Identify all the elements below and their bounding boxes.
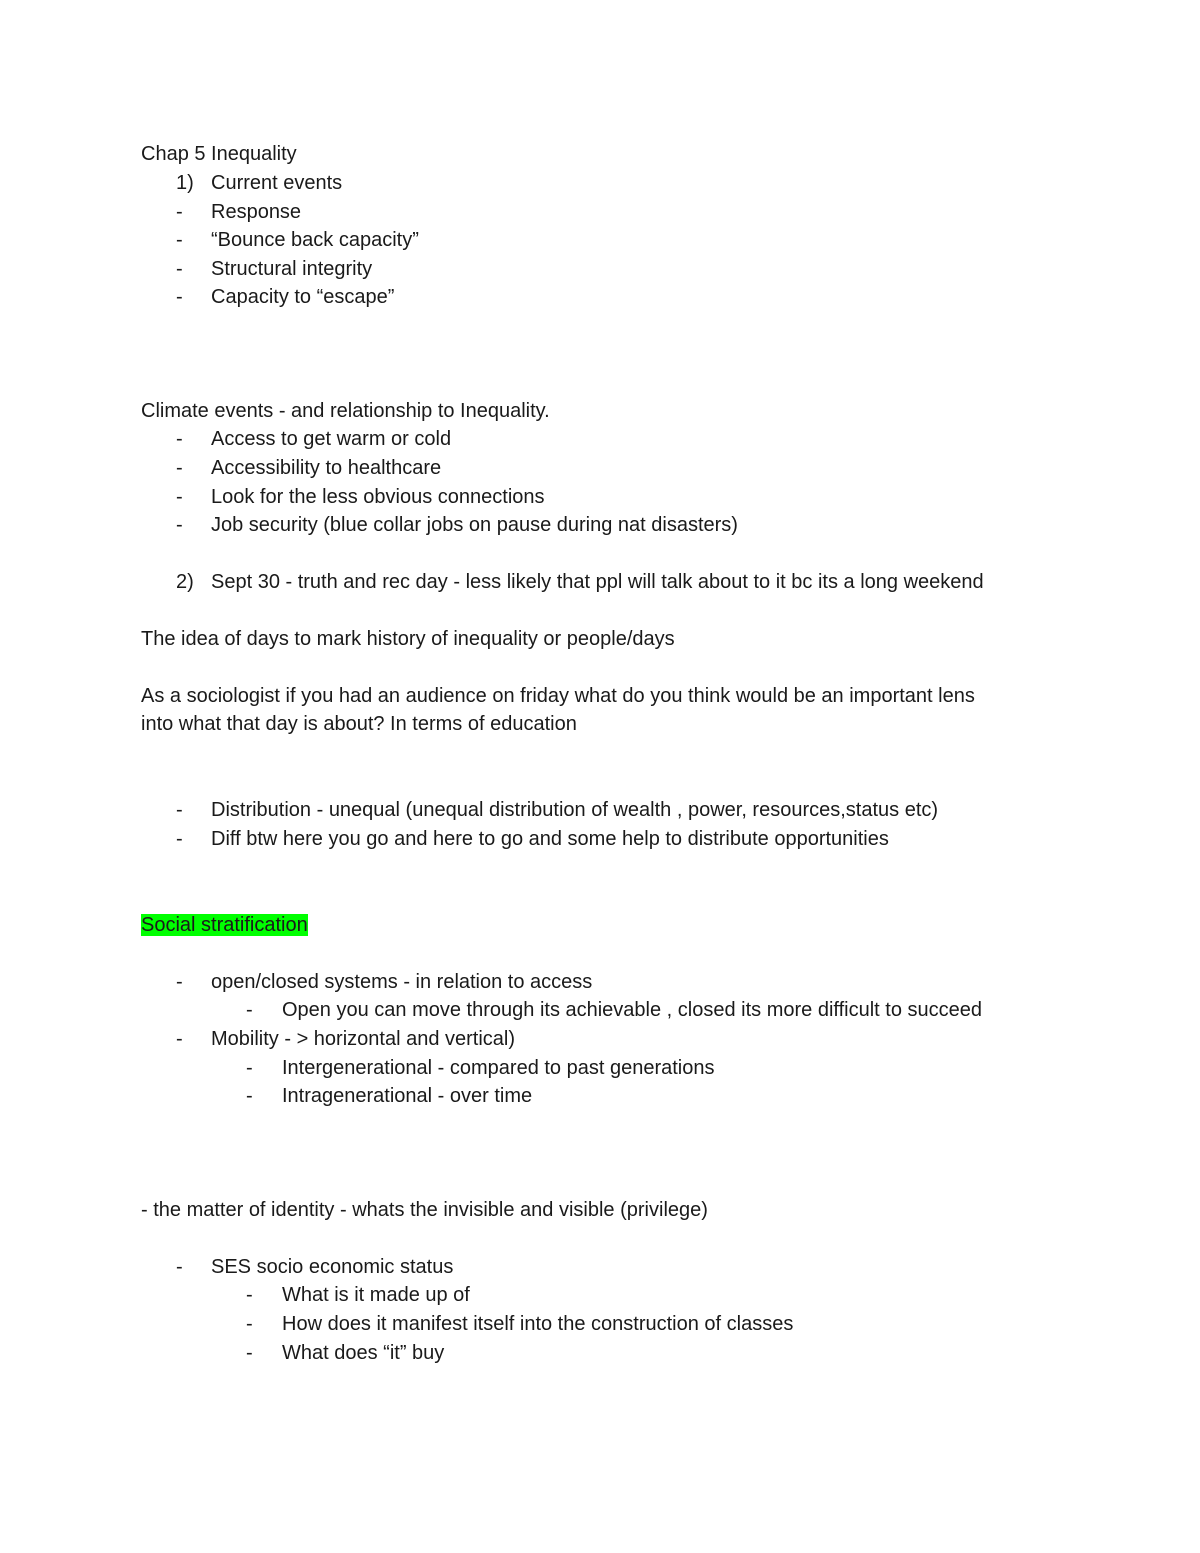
stratification-heading	[141, 911, 308, 939]
bullet-dash: -	[176, 258, 183, 280]
bullet-dash: -	[176, 229, 183, 251]
bullet-dash: -	[176, 971, 183, 993]
document-title: Chap 5 Inequality	[141, 143, 297, 165]
list-item: “Bounce back capacity”	[211, 229, 419, 251]
sub-bullet-dash: -	[246, 1284, 253, 1306]
sub-list-item: Open you can move through its achievable , closed its more difficult to succeed	[282, 999, 983, 1021]
list-item: Structural integrity	[211, 258, 373, 280]
bullet-dash: -	[176, 1256, 183, 1278]
list-item: Diff btw here you go and here to go and some help to distribute opportunities	[211, 828, 889, 850]
sub-list-item: How does it manifest itself into the construction of classes	[282, 1313, 794, 1335]
bullet-dash: -	[176, 201, 183, 223]
list-item: Mobility - > horizontal and vertical)	[211, 1028, 516, 1050]
bullet-dash: -	[176, 514, 183, 536]
list-item: Job security (blue collar jobs on pause during nat disasters)	[211, 514, 738, 536]
sub-bullet-dash: -	[246, 1085, 253, 1107]
list-marker-1: 1)	[176, 172, 194, 194]
sub-bullet-dash: -	[246, 999, 253, 1021]
sub-bullet-dash: -	[246, 1313, 253, 1335]
sub-list-item: Intergenerational - compared to past generations	[282, 1057, 715, 1079]
list-item: open/closed systems - in relation to access	[211, 971, 593, 993]
section2-text: Sept 30 - truth and rec day - less likely that ppl will talk about to it bc its a long weekend	[211, 571, 984, 593]
sub-bullet-dash: -	[246, 1342, 253, 1364]
sub-list-item: What is it made up of	[282, 1284, 470, 1306]
sub-list-item: Intragenerational - over time	[282, 1085, 533, 1107]
identity-line: - the matter of identity - whats the invisible and visible (privilege)	[141, 1199, 708, 1221]
climate-heading: Climate events - and relationship to Inequality.	[141, 400, 550, 422]
sociologist-paragraph-line2: into what that day is about? In terms of education	[141, 713, 577, 735]
list-item: Accessibility to healthcare	[211, 457, 442, 479]
list-item: Response	[211, 201, 302, 223]
sub-list-item: What does “it” buy	[282, 1342, 445, 1364]
list-marker-2: 2)	[176, 571, 194, 593]
bullet-dash: -	[176, 486, 183, 508]
section1-heading: Current events	[211, 172, 343, 194]
sociologist-paragraph-line1: As a sociologist if you had an audience on friday what do you think would be an important lens	[141, 685, 975, 707]
bullet-dash: -	[176, 286, 183, 308]
list-item: Capacity to “escape”	[211, 286, 395, 308]
list-item: Look for the less obvious connections	[211, 486, 545, 508]
idea-paragraph: The idea of days to mark history of inequality or people/days	[141, 628, 675, 650]
highlighted-text: Social stratification	[141, 914, 308, 936]
list-item: Distribution - unequal (unequal distribution of wealth , power, resources,status etc)	[211, 799, 939, 821]
bullet-dash: -	[176, 1028, 183, 1050]
list-item: Access to get warm or cold	[211, 428, 452, 450]
bullet-dash: -	[176, 457, 183, 479]
list-item: SES socio economic status	[211, 1256, 454, 1278]
bullet-dash: -	[176, 828, 183, 850]
bullet-dash: -	[176, 799, 183, 821]
bullet-dash: -	[176, 428, 183, 450]
sub-bullet-dash: -	[246, 1057, 253, 1079]
